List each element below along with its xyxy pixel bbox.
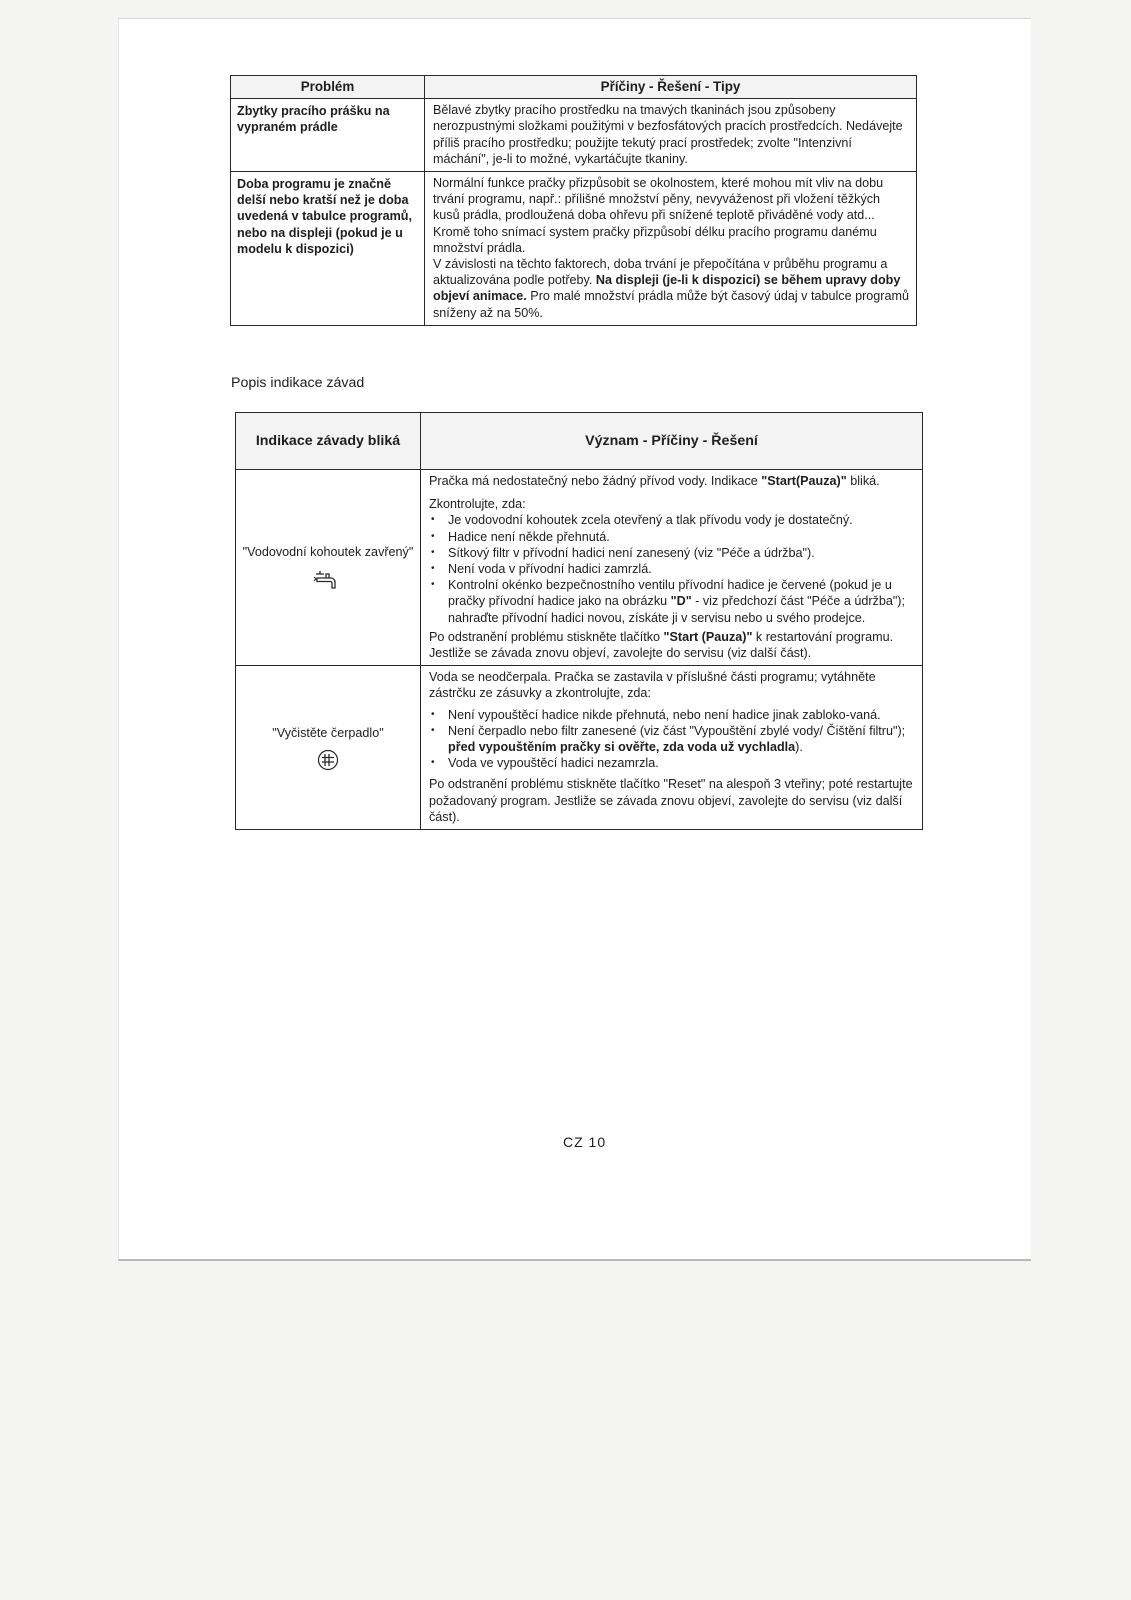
check-label: Zkontrolujte, zda: [429,497,526,512]
solution-text: V závislosti na těchto faktorech, doba trvání je přepočítána v průběhu programu a aktualizována podle potřeby. Na displeji (je-li k dispozici) se během upravy doby objeví animace. Pro malé množství prádla může být časový údaj v tabulce programů sníženy až na 50%. [433,257,909,320]
solution-cell [425,99,917,172]
solution-cell [425,172,917,326]
meaning-outro: Po odstranění problému stiskněte tlačítko "Start (Pauza)" k restartování programu. Jestliže se závada znovu objeví, zavolejte do servisu (viz další část). [429,629,894,661]
water-tap-icon [313,568,343,592]
header-fault-indicator: Indikace závady bliká [236,413,421,470]
table-row [231,99,917,172]
meaning-intro: Pračka má nedostatečný nebo žádný přívod vody. Indikace "Start(Pauza)" bliká. [429,474,880,488]
list-item: • Sítkový filtr v přívodní hadici není zanesený (viz "Péče a údržba"). [446,545,916,561]
solution-text: Bělavé zbytky pracího prostředku na tmavých tkaninách jsou způsobeny nerozpustnými složkami použitými v bezfosfátových pracích prostředcích. Nedávejte příliš pracího prostředku; použijte tekutý prací prostředek; zvolte "Intenzivní máchání", je-li to možné, vykartáčujte tkaniny. [433,103,903,166]
meaning-intro: Voda se neodčerpala. Pračka se zastavila v příslušné části programu; vytáhněte zástrčku ze zásuvky a zkontrolujte, zda: [429,670,876,701]
problem-cell: Doba programu je značně delší nebo kratší než je doba uvedená v tabulce programů, nebo na displeji (pokud je u modelu k dispozici) [231,172,425,326]
meaning-cell [421,470,923,666]
list-item: • Není voda v přívodní hadici zamrzlá. [446,561,916,577]
list-item: • Není čerpadlo nebo filtr zanesené (viz část "Vypouštění zbylé vody/ Čištění filtru"); před vypouštěním pračky si ověřte, zda voda už vychladla). [446,723,916,755]
meaning-cell [421,666,923,830]
page-number: CZ 10 [563,1134,607,1150]
list-item: • Není vypouštěcí hadice nikde přehnutá, nebo není hadice jinak zabloko-vaná. [446,707,916,723]
indicator-cell [236,470,421,666]
meaning-outro: Po odstranění problému stiskněte tlačítko "Reset" na alespoň 3 vteřiny; poté restartujte požadovaný program. Jestliže se závada znovu objeví, zavolejte do servisu (viz další část). [429,777,913,824]
check-list [429,707,916,772]
table-row [236,666,923,830]
indicator-label: "Vodovodní kohoutek zavřený" [242,544,414,559]
indicator-label: "Vyčistěte čerpadlo" [272,725,384,740]
problem-cell: Zbytky pracího prášku na vypraném prádle [231,99,425,172]
table-row [236,470,923,666]
pump-filter-icon [317,749,339,771]
list-item: • Hadice není někde přehnutá. [446,529,916,545]
section-title: Popis indikace závad [231,375,365,391]
check-list [429,512,916,625]
document-page [118,18,1031,1261]
list-item: • Kontrolní okénko bezpečnostního ventilu přívodní hadice je červené (pokud je u pračky přívodní hadice jako na obrázku "D" - viz předchozí část "Péče a údržba"); nahraďte přívodní hadici novou, získáte ji v servisu nebo u svého prodejce. [446,577,916,626]
header-problem: Problém [231,76,425,99]
fault-indication-table [235,412,923,830]
indicator-cell [236,666,421,830]
header-meaning-causes-solutions: Význam - Příčiny - Řešení [421,413,923,470]
list-item: • Je vodovodní kohoutek zcela otevřený a tlak přívodu vody je dostatečný. [446,512,916,528]
table-row [231,172,917,326]
table-header-row [231,76,917,99]
table-header-row [236,413,923,470]
troubleshooting-table [230,75,917,326]
header-causes-solutions-tips: Příčiny - Řešení - Tipy [425,76,917,99]
solution-text: Normální funkce pračky přizpůsobit se okolnostem, které mohou mít vliv na dobu trvání programu, např.: přílišné množství pěny, nevyváženost při vložení těžkých kusů prádla, prodloužená doba ohřevu při snížené teplotě přiváděné vody atd... Kromě toho snímací system pračky přizpůsobí délku pracího programu danému množství prádla. [433,176,884,255]
list-item: • Voda ve vypouštěcí hadici nezamrzla. [446,755,916,771]
